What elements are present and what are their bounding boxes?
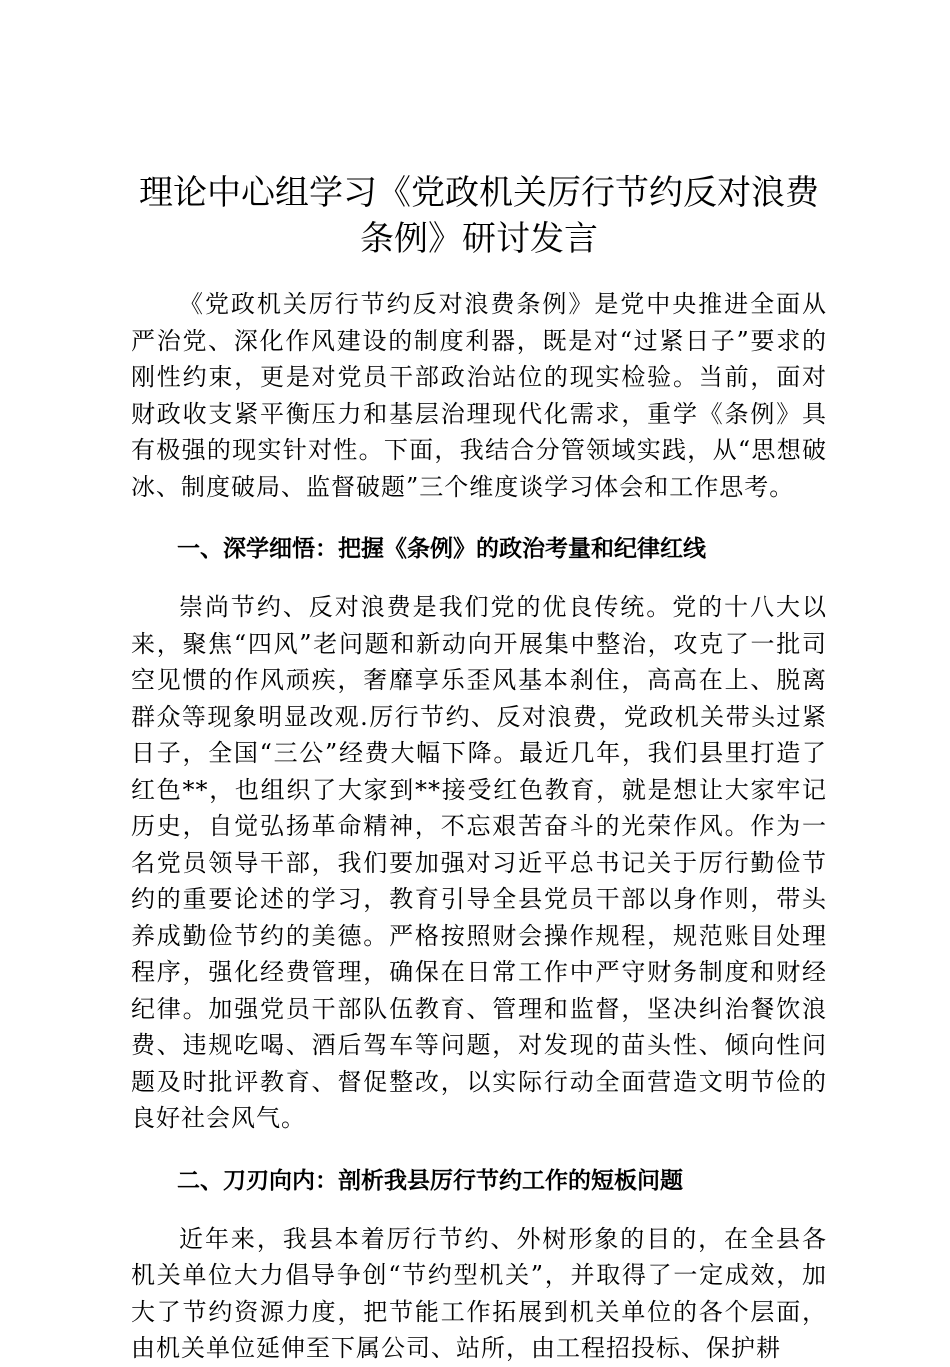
document-page xyxy=(131,170,827,1367)
section-1-paragraph: 崇尚节约、反对浪费是我们党的优良传统。党的十八大以来，聚焦“四风”老问题和新动向开展集中整治，攻克了一批司空见惯的作风顽疾，奢靡享乐歪风基本刹住，高高在上、脱离群众等现象明显改观.厉行节约、反对浪费，党政机关带头过紧日子，全国“三公”经费大幅下降。最近几年，我们县里打造了红色**，也组织了大家到**接受红色教育，就是想让大家牢记历史，自觉弘扬革命精神，不忘艰苦奋斗的光荣作风。作为一名党员领导干部，我们要加强对习近平总书记关于厉行勤俭节约的重要论述的学习，教育引导全县党员干部以身作则，带头养成勤俭节约的美德。严格按照财会操作规程，规范账目处理程序，强化经费管理，确保在日常工作中严守财务制度和财经纪律。加强党员干部队伍教育、管理和监督，坚决纠治餐饮浪费、违规吃喝、酒后驾车等问题，对发现的苗头性、倾向性问题及时批评教育、督促整改，以实际行动全面营造文明节俭的良好社会风气。 xyxy=(131,593,827,1132)
section-2-heading: 二、刀刃向内：剖析我县厉行节约工作的短板问题 xyxy=(177,1167,683,1194)
section-2-paragraph: 近年来，我县本着厉行节约、外树形象的目的，在全县各机关单位大力倡导争创“节约型机关”，并取得了一定成效，加大了节约资源力度，把节能工作拓展到机关单位的各个层面，由机关单位延伸至下属公司、站所，由工程招投标、保护耕 xyxy=(131,1224,827,1362)
intro-paragraph: 《党政机关厉行节约反对浪费条例》是党中央推进全面从严治党、深化作风建设的制度利器，既是对“过紧日子”要求的刚性约束，更是对党员干部政治站位的现实检验。当前，面对财政收支紧平衡压力和基层治理现代化需求，重学《条例》具有极强的现实针对性。下面，我结合分管领域实践，从“思想破冰、制度破局、监督破题”三个维度谈学习体会和工作思考。 xyxy=(131,290,827,501)
section-1-heading: 一、深学细悟：把握《条例》的政治考量和纪律红线 xyxy=(177,536,706,562)
document-title: 理论中心组学习《党政机关厉行节约反对浪费条例》研讨发言 xyxy=(139,173,819,259)
